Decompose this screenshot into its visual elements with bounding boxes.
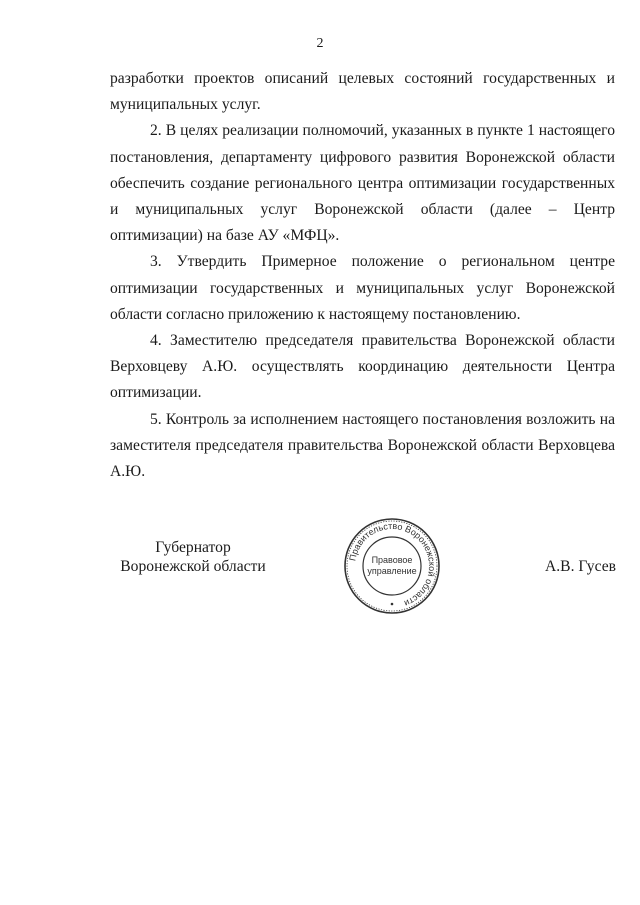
- signer-name: А.В. Гусев: [545, 558, 616, 575]
- paragraph-continuation: разработки проектов описаний целевых состояний государственных и муниципальных услуг.: [110, 70, 615, 114]
- paragraph-item-2: 2. В целях реализации полномочий, указанных в пункте 1 настоящего постановления, департаменту цифрового развития Воронежской области обеспечить создание регионального центра оптимизации государственных и муниципальных услуг Воронежской области (далее – Центр оптимизации) на базе АУ «МФЦ».: [110, 122, 615, 245]
- page-number: 2: [316, 36, 324, 51]
- seal-stamp: [342, 516, 442, 616]
- seal-stamp-graphic: [342, 516, 442, 616]
- document-body: [110, 66, 615, 485]
- paragraph-item-3: 3. Утвердить Примерное положение о региональном центре оптимизации государственных и муниципальных услуг Воронежской области согласно приложению к настоящему постановлению.: [110, 253, 615, 323]
- paragraph-item-5: 5. Контроль за исполнением настоящего постановления возложить на заместителя председателя правительства Воронежской области Верховцева А.Ю.: [110, 410, 615, 481]
- stamp-outer-text: Правительство Воронежской области: [347, 520, 438, 609]
- signer-title-line1: Губернатор: [155, 539, 231, 556]
- signer-title: [108, 538, 278, 576]
- signature-block: [0, 516, 640, 616]
- signer-title-line2: Воронежской области: [120, 558, 266, 575]
- paragraph-item-4: 4. Заместителю председателя правительства Воронежской области Верховцеву А.Ю. осуществлять координацию деятельности Центра оптимизации.: [110, 332, 615, 402]
- stamp-dot: [391, 603, 394, 606]
- stamp-inner-line2: управление: [367, 566, 417, 576]
- stamp-inner-line1: Правовое: [371, 555, 413, 565]
